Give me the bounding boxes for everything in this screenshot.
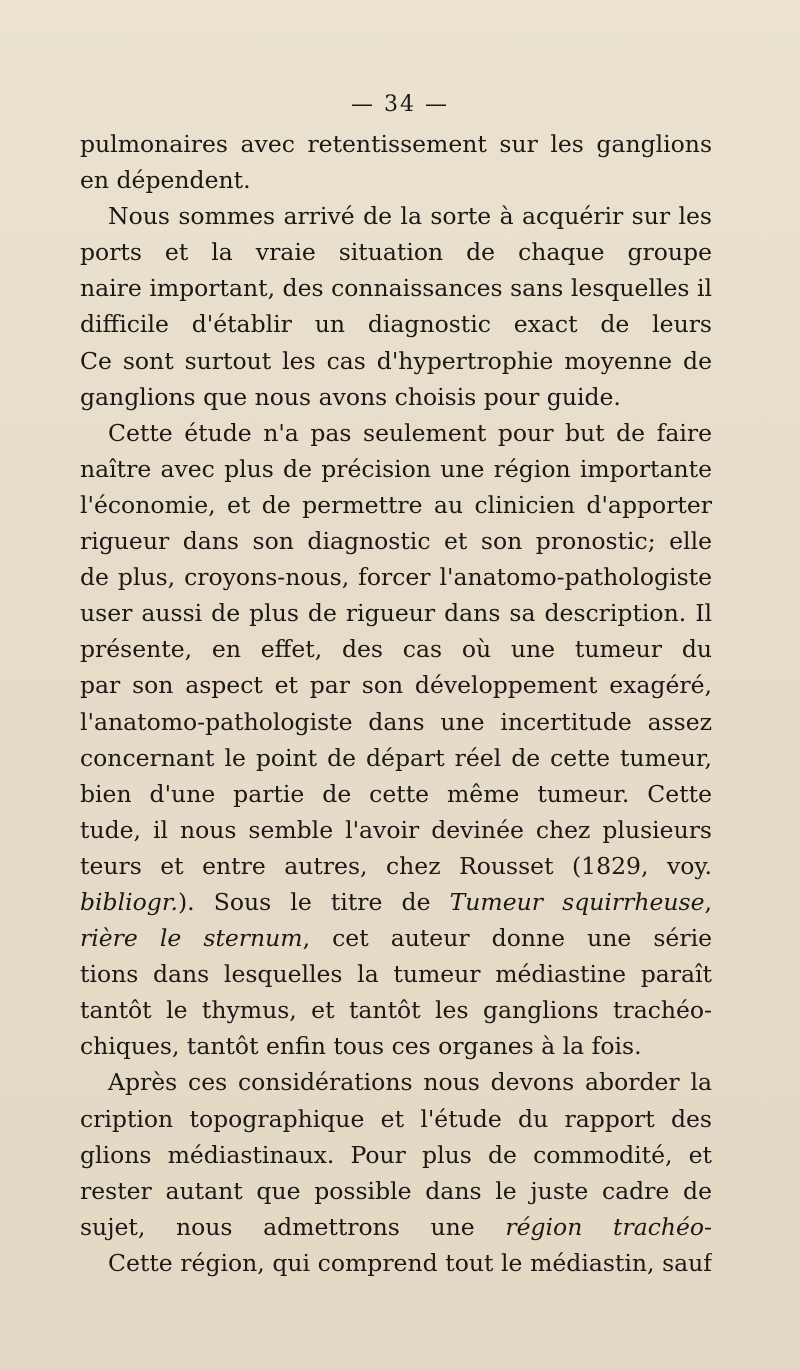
text-run: par son aspect et par son développement exagéré,: [80, 671, 712, 700]
text-line: [80, 451, 712, 487]
text-line: [80, 1245, 712, 1281]
text-run: Nous sommes arrivé de la sorte à acquérir sur les: [108, 202, 712, 231]
text-line: [80, 812, 712, 848]
body-text: [80, 126, 712, 1281]
text-line: [80, 162, 712, 198]
text-line: [80, 1028, 712, 1064]
text-line: [80, 631, 712, 667]
text-line: [80, 704, 712, 740]
text-run: tude, il nous semble l'avoir devinée chez plusieurs: [80, 815, 712, 844]
text-line: [80, 234, 712, 270]
text-run: naire important, des connaissances sans lesquelles il: [80, 274, 712, 303]
text-run: , cet auteur donne une série: [302, 924, 712, 953]
text-line: [80, 343, 712, 379]
text-run: Cette région, qui comprend tout le médiastin, sauf: [108, 1248, 712, 1277]
text-run: difficile d'établir un diagnostic exact de leurs: [80, 310, 712, 339]
text-run: rigueur dans son diagnostic et son pronostic; elle: [80, 527, 712, 556]
text-line: [80, 776, 712, 812]
text-line: [80, 559, 712, 595]
text-line: [80, 198, 712, 234]
text-run: tions dans lesquelles la tumeur médiastine paraît: [80, 960, 712, 989]
text-run: user aussi de plus de rigueur dans sa description. Il: [80, 599, 712, 628]
text-line: [80, 740, 712, 776]
text-run: rester autant que possible dans le juste cadre de: [80, 1176, 712, 1205]
text-run: concernant le point de départ réel de cette tumeur,: [80, 743, 712, 772]
text-run: tantôt le thymus, et tantôt les ganglions trachéo-: [80, 996, 712, 1025]
text-run: Après ces considérations nous devons aborder la: [108, 1068, 712, 1097]
text-line: [80, 1101, 712, 1137]
text-run: bien d'une partie de cette même tumeur. Cette: [80, 779, 712, 808]
text-run: l'anatomo-pathologiste dans une incertitude assez: [80, 707, 712, 736]
italic-text: bibliogr.: [80, 887, 178, 916]
text-run: sujet, nous admettrons une: [80, 1212, 506, 1241]
text-run: teurs et entre autres, chez Rousset (1829, voy.: [80, 851, 712, 880]
text-line: [80, 1173, 712, 1209]
text-line: [80, 884, 712, 920]
italic-text: région trachéo-: [505, 1212, 712, 1241]
text-line: [80, 992, 712, 1028]
text-run: cription topographique et l'étude du rapport des: [80, 1104, 712, 1133]
page-number: — 34 —: [351, 92, 449, 117]
text-run: naître avec plus de précision une région importante: [80, 454, 712, 483]
text-run: ports et la vraie situation de chaque groupe: [80, 238, 712, 267]
text-line: [80, 848, 712, 884]
text-line: [80, 379, 712, 415]
text-run: pulmonaires avec retentissement sur les ganglions: [80, 130, 712, 158]
text-run: chiques, tantôt enfin tous ces organes à la fois.: [80, 1032, 642, 1061]
text-line: [80, 920, 712, 956]
text-run: Cette étude n'a pas seulement pour but de faire: [108, 418, 712, 447]
text-line: [80, 415, 712, 451]
text-run: présente, en effet, des cas où une tumeur du: [80, 635, 712, 664]
italic-text: rière le sternum: [80, 924, 303, 953]
text-line: [80, 595, 712, 631]
text-line: [80, 487, 712, 523]
text-run: ,: [704, 887, 712, 916]
text-run: Ce sont surtout les cas d'hypertrophie moyenne de: [80, 346, 712, 375]
text-line: [80, 306, 712, 342]
text-line: [80, 1209, 712, 1245]
text-line: [80, 667, 712, 703]
text-run: l'économie, et de permettre au clinicien d'apporter: [80, 490, 712, 519]
text-line: [80, 956, 712, 992]
text-line: [80, 270, 712, 306]
text-run: en dépendent.: [80, 166, 251, 195]
text-line: [80, 523, 712, 559]
text-run: ganglions que nous avons choisis pour guide.: [80, 382, 621, 411]
text-line: [80, 1064, 712, 1100]
italic-text: Tumeur squirrheuse: [449, 887, 705, 916]
text-run: ). Sous le titre de: [177, 887, 450, 916]
text-run: de plus, croyons-nous, forcer l'anatomo-pathologiste: [80, 563, 712, 592]
text-line: [80, 126, 712, 162]
text-run: glions médiastinaux. Pour plus de commodité, et: [80, 1140, 712, 1169]
text-line: [80, 1137, 712, 1173]
